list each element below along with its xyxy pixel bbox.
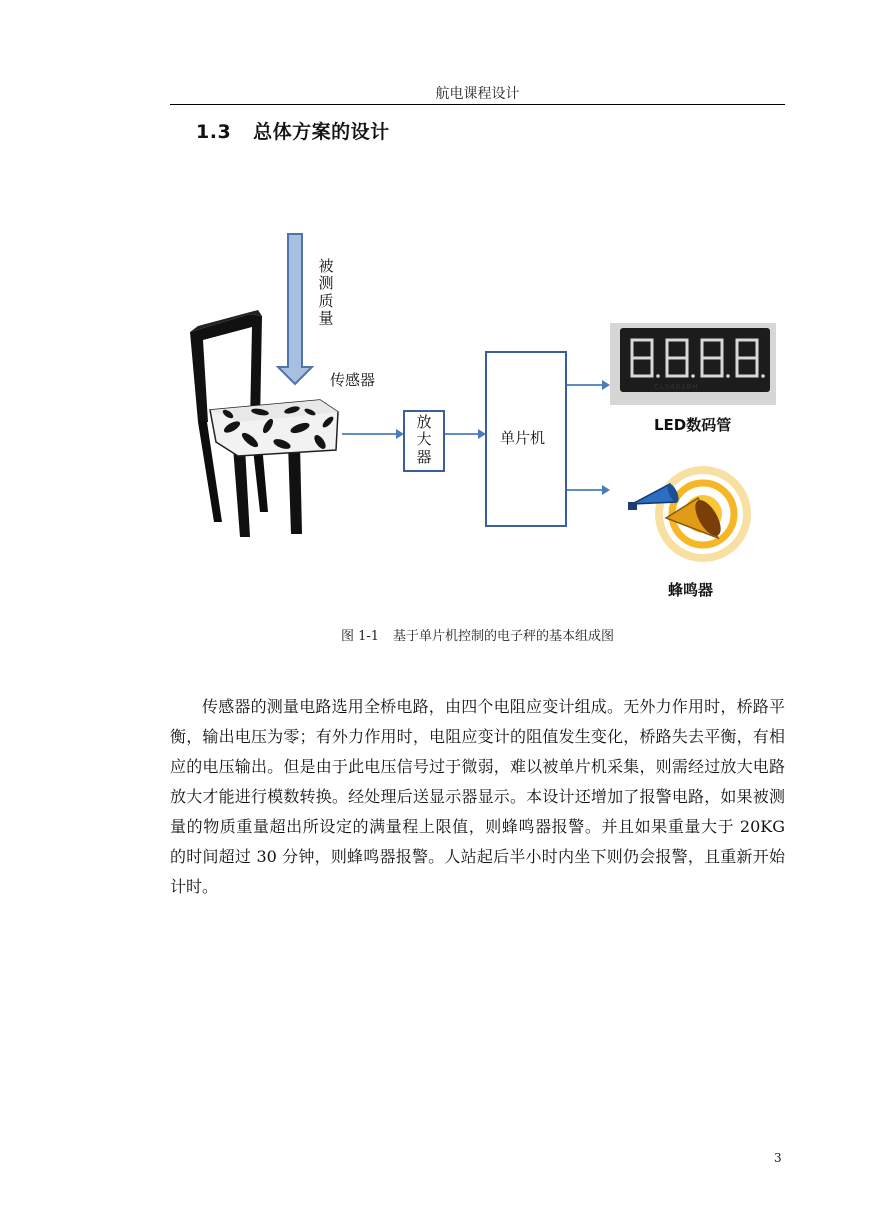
figure-number: 图 1-1: [340, 629, 380, 644]
sensor-label: 传感器: [330, 371, 376, 389]
section-number: 1.3: [196, 121, 232, 143]
led-display-label: LED数码管: [654, 416, 732, 434]
led-model-label: CL5461BH: [654, 383, 699, 391]
chair-image: [190, 310, 338, 537]
mcu-label: 单片机: [500, 429, 546, 447]
connection-lines: [342, 380, 610, 495]
led-display-image: [610, 323, 776, 405]
weight-label: 被测质量: [318, 257, 334, 327]
system-block-diagram: [170, 222, 790, 612]
header-rule: [170, 104, 785, 105]
figure-caption-text: 基于单片机控制的电子秤的基本组成图: [393, 629, 615, 644]
section-title: 总体方案的设计: [253, 121, 390, 143]
weight-arrow: [278, 234, 312, 384]
amplifier-label: 放大器: [416, 413, 432, 466]
page-header: 航电课程设计: [435, 86, 520, 102]
page-number: 3: [774, 1151, 782, 1165]
figure-caption: [170, 625, 785, 644]
buzzer-label: 蜂鸣器: [668, 581, 714, 599]
body-paragraph: 传感器的测量电路选用全桥电路，由四个电阻应变计组成。无外力作用时，桥路平衡，输出电压为零；有外力作用时，电阻应变计的阻值发生变化，桥路失去平衡，有相应的电压输出。但是由于此电压信号过于微弱，难以被单片机采集，则需经过放大电路放大才能进行模数转换。经处理后送显示器显示。本设计还增加了报警电路，如果被测量的物质重量超出所设定的满量程上限值，则蜂鸣器报警。并且如果重量大于 20KG 的时间超过 30 分钟，则蜂鸣器报警。人站起后半小时内坐下则仍会报警，且重新开始计时。: [170, 697, 785, 896]
section-heading: [196, 117, 390, 144]
buzzer-image: [628, 470, 747, 558]
